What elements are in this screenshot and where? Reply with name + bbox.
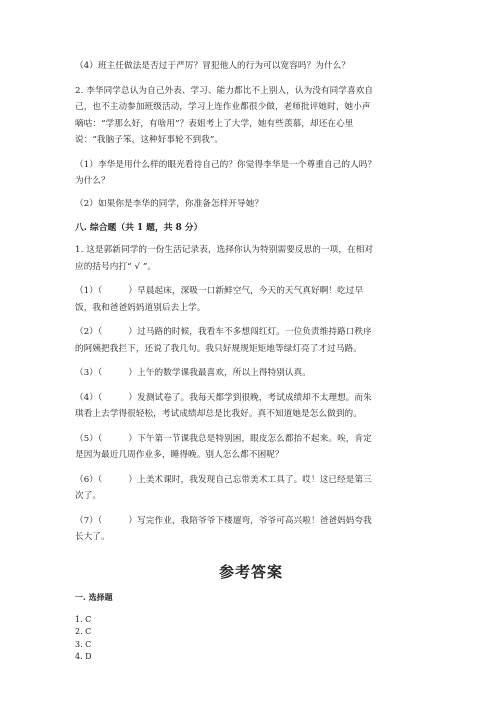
record-item-5 xyxy=(75,431,427,464)
record-line: （7）（ ）写完作业，我陪爷爷下楼遛弯，爷爷可高兴啦！爸爸妈妈夸我 xyxy=(75,515,372,526)
question-2-subquestion-2: （2）如果你是李华的同学，你准备怎样开导她？ xyxy=(75,198,264,209)
answer-item: 2. C xyxy=(75,627,92,636)
subquestion-line: 为什么？ xyxy=(75,176,110,186)
record-line: 的阿姨把我拦下，还说了我几句。我只好规规矩矩地等绿灯亮了才过马路。 xyxy=(75,343,362,354)
record-line: （4）（ ）发测试卷了。我每天都学到很晚，考试成绩却不太理想。而朱 xyxy=(75,392,372,403)
record-item-7 xyxy=(75,513,427,546)
question-2-subquestion-1 xyxy=(75,157,427,190)
answer-item: 3. C xyxy=(75,639,92,649)
record-line: 饭，我和爸爸妈妈道别后去上学。 xyxy=(75,302,206,313)
record-item-6 xyxy=(75,472,427,505)
answer-item: 1. C xyxy=(75,614,92,624)
answer-list xyxy=(75,614,427,664)
record-item-4 xyxy=(75,390,427,423)
record-line: 琪看上去学得很轻松，考试成绩却总是比我好。真不知道她是怎么做到的。 xyxy=(75,409,362,419)
intro-line: 1. 这是郭新同学的一份生活记录表，选择你认为特别需要反思的一项，在相对 xyxy=(75,245,374,255)
section-8-heading: 八. 综合题（共 1 题，共 8 分） xyxy=(75,223,203,233)
record-line: （5）（ ）下午第一节课我总是特别困，眼皮怎么都抬不起来。唉，肯定 xyxy=(75,433,372,444)
answer-item: 4. D xyxy=(75,652,92,661)
answer-section-heading: 一. 选择题 xyxy=(75,591,113,602)
passage-line: 己，也不主动参加班级活动，学习上连作业都很少做，老师批评她时，她小声 xyxy=(75,102,371,112)
record-line: （2）（ ）过马路的时候，我看车不多想闯红灯。一位负责维持路口秩序 xyxy=(75,327,372,337)
record-line: （1）（ ）早晨起床，深吸一口新鲜空气，今天的天气真好啊！吃过早 xyxy=(75,286,364,296)
passage-line: 说：“我脑子笨，这种好事轮不到我”。 xyxy=(75,135,224,145)
intro-line: 应的括号内打“ √ ”。 xyxy=(75,261,157,272)
passage-line: 嘀咕：“学那么好，有啥用”？表姐考上了大学，她有些羡慕，却还在心里 xyxy=(75,118,354,129)
section-8-intro xyxy=(75,242,427,275)
record-line: 次了。 xyxy=(75,491,102,501)
question-2-passage xyxy=(75,83,427,149)
record-item-3: （3）（ ）上午的数学课我最喜欢，所以上得特别认真。 xyxy=(75,368,311,378)
record-line: 长大了。 xyxy=(75,532,110,542)
record-line: 是因为最近几周作业多，睡得晚。别人怎么都不困呢？ xyxy=(75,450,284,460)
subquestion-line: （1）李华是用什么样的眼光看待自己的？你觉得李华是一个尊重自己的人吗？ xyxy=(75,159,377,170)
question-4-subquestion: （4）班主任做法是否过于严厉？冒犯他人的行为可以宽容吗？为什么？ xyxy=(75,61,351,71)
record-item-1 xyxy=(75,283,427,316)
record-item-2 xyxy=(75,324,427,357)
passage-line: 2. 李华同学总认为自己外表、学习、能力都比不上别人，认为没有同学喜欢自 xyxy=(75,85,374,96)
record-line: （6）（ ）上美术课时，我发现自己忘带美术工具了。哎！这已经是第三 xyxy=(75,474,372,485)
answer-key-title: 参考答案 xyxy=(218,562,283,581)
document-page xyxy=(75,58,427,664)
